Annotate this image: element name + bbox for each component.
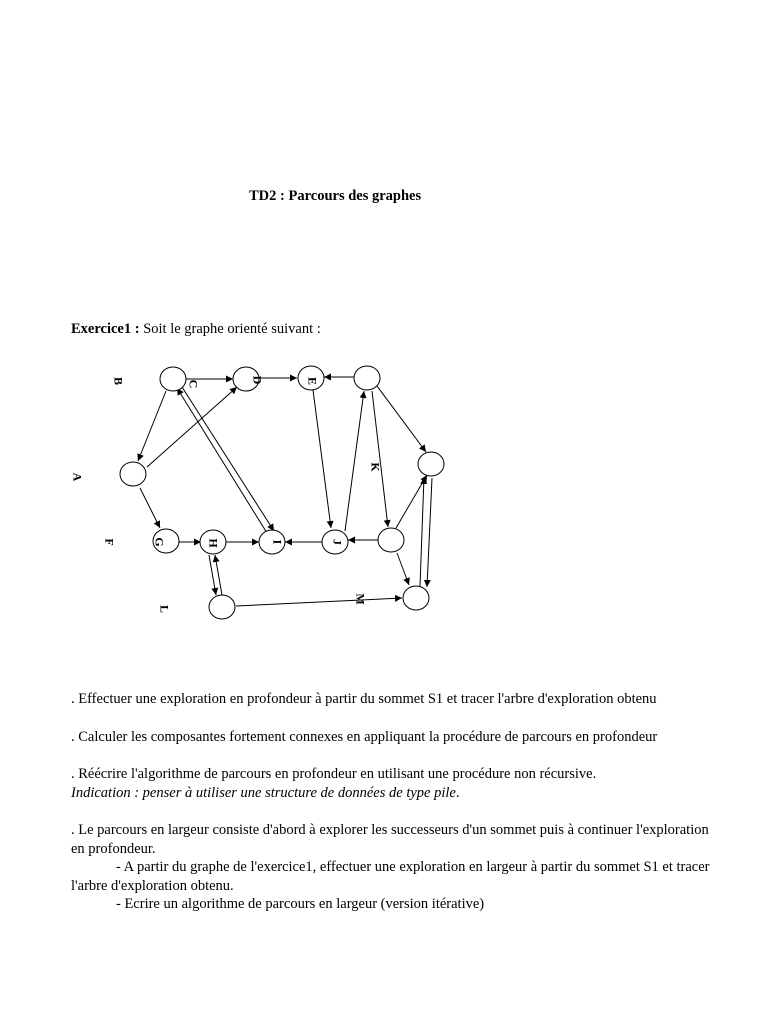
label-H: H (206, 538, 221, 548)
label-F: F (102, 538, 117, 546)
exercise-label: Exercice1 : (71, 321, 140, 337)
edge-P-M (427, 478, 432, 587)
question-bfs-text: . Le parcours en largeur consiste d'abord à explorer les successeurs d'un sommet puis à continuer l'exploration en profondeur. (71, 822, 709, 857)
edge-M-P (420, 477, 424, 586)
edge-H-L (209, 555, 216, 595)
label-B: B (111, 376, 126, 386)
label-I: I (270, 539, 285, 545)
question-scc: . Calculer les composantes fortement connexes en appliquant la procédure de parcours en profondeur (71, 729, 658, 745)
edge-A-D (147, 387, 237, 467)
page-title: TD2 : Parcours des graphes (249, 188, 422, 204)
exercise-heading (71, 321, 321, 338)
label-G: G (152, 537, 167, 547)
label-M: M (353, 593, 368, 605)
edge-L-H (215, 555, 222, 595)
question-bfs-part-b (71, 895, 711, 914)
label-D: D (250, 375, 265, 385)
question-dfs: . Effectuer une exploration en profondeur à partir du sommet S1 et tracer l'arbre d'exploration obtenu (71, 691, 657, 707)
node-M (403, 586, 429, 610)
question-bfs (71, 821, 711, 914)
part-b-text: - Ecrire un algorithme de parcours en largeur (version itérative) (116, 896, 485, 912)
edge-C-A (138, 391, 166, 461)
node-L (209, 595, 235, 619)
label-K: K (368, 462, 383, 472)
question-iterative-dfs (71, 765, 711, 802)
edge-I-C (177, 388, 267, 533)
node-C (160, 367, 186, 391)
question-hint (71, 784, 711, 803)
part-a-text: - A partir du graphe de l'exercice1, effectuer une exploration en largeur à partir du sommet S1 et tracer l'arbre d'exploration obtenu. (71, 859, 710, 894)
edge-C-I (182, 387, 274, 531)
directed-graph (60, 355, 460, 630)
node-R (378, 528, 404, 552)
node-P (418, 452, 444, 476)
node-A (120, 462, 146, 486)
label-E: E (305, 376, 320, 386)
edge-J-S (345, 391, 364, 531)
edge-S-P (377, 386, 426, 452)
exercise-intro: Soit le graphe orienté suivant : (139, 321, 321, 337)
edge-L-M (236, 598, 402, 606)
label-A: A (70, 472, 85, 482)
question-bfs-part-a (71, 858, 711, 895)
label-C: C (186, 379, 201, 389)
hint-text: Indication : penser à utiliser une structure de données de type pile (71, 784, 456, 801)
label-L: L (157, 604, 172, 614)
edge-S-R (372, 391, 388, 527)
edge-R-M (397, 553, 409, 585)
edge-E-J (313, 390, 331, 528)
label-J: J (330, 539, 345, 545)
question-iterative-dfs-text: . Réécrire l'algorithme de parcours en profondeur en utilisant une procédure non récursive. (71, 766, 597, 782)
node-S (354, 366, 380, 390)
hint-end: . (455, 784, 460, 801)
edge-A-G (140, 488, 160, 528)
